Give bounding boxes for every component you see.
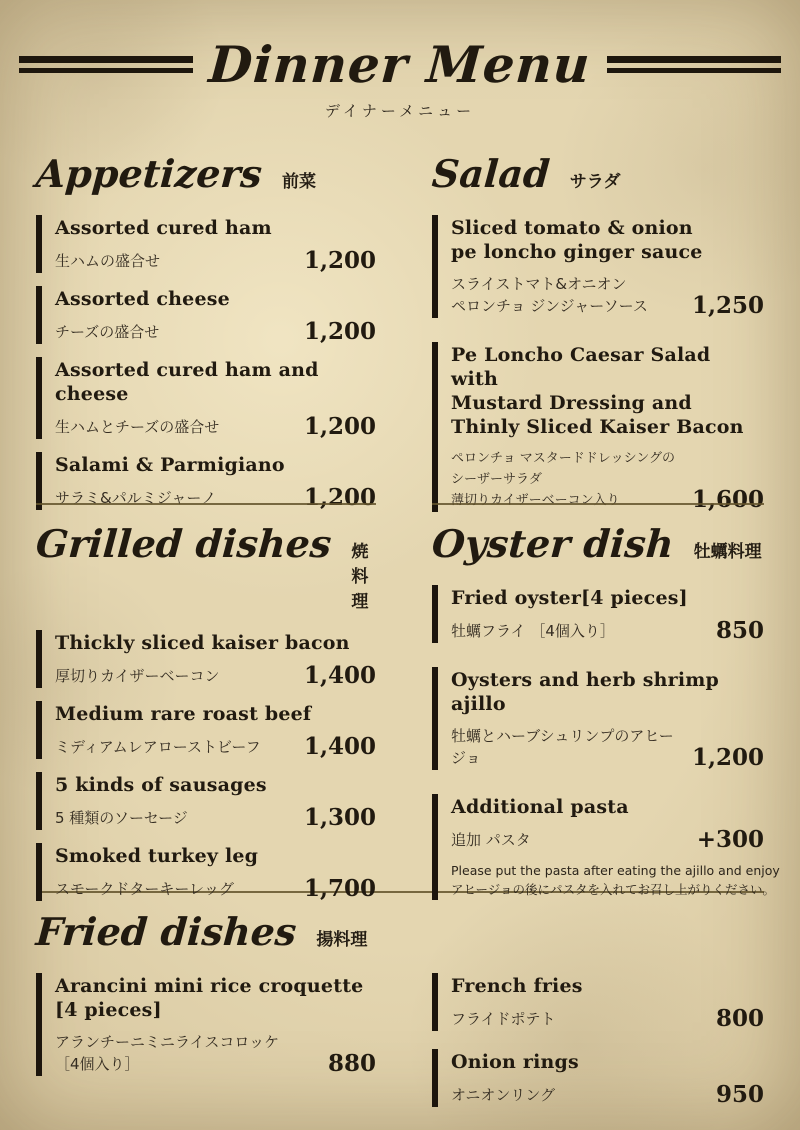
section-salad [432, 151, 764, 512]
menu-item [36, 843, 376, 901]
item-list [36, 630, 376, 901]
fried-right-column [432, 973, 764, 1107]
rule-line [607, 56, 781, 63]
item-name-en: Smoked turkey leg [55, 845, 259, 867]
section-title: Grilled dishes [34, 521, 333, 566]
item-price: 800 [715, 1004, 764, 1032]
item-price: 1,250 [691, 291, 764, 319]
menu-item [36, 357, 376, 439]
rule-line [607, 68, 781, 73]
item-name-jp: ペロンチョ マスタードドレッシングのシーザーサラダ 薄切りカイザーベーコン入り [451, 450, 676, 508]
item-name-jp: 牡蠣フライ ［4個入り］ [451, 621, 615, 640]
rule-line [19, 68, 193, 73]
item-price: 1,300 [303, 804, 376, 831]
item-name-en: Oysters and herb shrimp ajillo [451, 668, 720, 715]
section-title: Appetizers [34, 151, 264, 196]
menu-header [0, 0, 800, 121]
item-price: 1,200 [303, 317, 376, 345]
fried-left-column [36, 973, 376, 1107]
item-price: 1,200 [691, 743, 764, 771]
section-heading [36, 909, 764, 955]
item-price: 950 [715, 1080, 764, 1108]
menu-item [432, 342, 764, 512]
item-list [432, 585, 780, 900]
item-price: 880 [327, 1049, 376, 1077]
item-name-jp: 5 種類のソーセージ [55, 809, 188, 827]
item-name-en: Additional pasta [451, 795, 629, 818]
item-price: 1,200 [303, 412, 376, 440]
menu-item [36, 701, 376, 759]
section-title-jp: サラダ [569, 172, 621, 192]
item-name-en: Onion rings [451, 1050, 579, 1073]
menu-item [432, 1049, 764, 1107]
menu-item [36, 772, 376, 830]
item-price: 1,600 [691, 485, 764, 513]
section-title-jp: 焼料理 [351, 542, 369, 612]
section-heading [432, 151, 764, 197]
section-title-jp: 揚料理 [316, 930, 368, 950]
section-heading [36, 521, 376, 612]
item-name-en: 5 kinds of sausages [55, 774, 267, 796]
title-row [0, 32, 800, 96]
menu-row-mid [0, 503, 800, 902]
item-name-en: Assorted cured ham [55, 216, 272, 239]
menu-row-top [0, 151, 800, 513]
item-price: 1,700 [303, 875, 376, 902]
item-note: Please put the pasta after eating the ajillo and enjoy アヒージョの後にパスタを入れてお召し上がりください。 [451, 862, 780, 897]
section-divider [432, 503, 764, 505]
item-name-jp: 牡蠣とハーブシュリンプのアヒージョ [451, 726, 674, 767]
section-heading [36, 151, 376, 197]
item-price: 1,200 [303, 246, 376, 274]
section-title: Oyster dish [430, 521, 676, 566]
item-name-jp: 生ハムとチーズの盛合せ [55, 417, 220, 436]
menu-item [432, 973, 764, 1031]
item-price: 850 [715, 616, 764, 644]
item-name-en: Medium rare roast beef [55, 703, 312, 725]
item-price: 1,200 [303, 483, 376, 511]
menu-item [36, 973, 376, 1076]
item-name-jp: 厚切りカイザーベーコン [55, 667, 220, 685]
page-subtitle-jp: デイナーメニュー [324, 102, 476, 120]
menu-item [36, 630, 376, 688]
item-name-en: Assorted cheese [55, 287, 230, 310]
item-name-jp: アランチーニミニライスコロッケ ［4個入り］ [55, 1032, 280, 1073]
section-title: Fried dishes [34, 909, 298, 954]
item-name-en: Fried oyster[4 pieces] [451, 586, 688, 609]
item-name-jp: サラミ&パルミジャーノ [55, 488, 217, 507]
item-price: +300 [696, 825, 764, 853]
menu-item [36, 215, 376, 273]
menu-item [36, 452, 376, 510]
menu-item [36, 286, 376, 344]
section-appetizers [36, 151, 376, 512]
section-fried-dishes [0, 973, 800, 1107]
item-name-jp: フライドポテト [451, 1009, 556, 1028]
item-name-en: Thickly sliced kaiser bacon [55, 632, 350, 654]
section-divider [36, 503, 376, 505]
item-name-en: Sliced tomato & onion pe loncho ginger sauce [451, 216, 703, 263]
item-name-jp: 生ハムの盛合せ [55, 251, 161, 270]
rule-line [19, 56, 193, 63]
section-title-jp: 牡蠣料理 [693, 542, 762, 562]
item-name-en: Pe Loncho Caesar Salad with Mustard Dressing and Thinly Sliced Kaiser Bacon [451, 343, 744, 438]
menu-item [432, 667, 764, 770]
section-fried-dishes-heading [0, 893, 800, 955]
item-name-jp: チーズの盛合せ [55, 322, 160, 341]
item-name-jp: ミディアムレアローストビーフ [55, 738, 261, 756]
item-price: 1,400 [303, 733, 376, 760]
item-name-en: French fries [451, 974, 583, 997]
double-rule-left [19, 56, 193, 73]
menu-item [432, 794, 780, 900]
double-rule-right [607, 56, 781, 73]
section-heading [432, 521, 764, 567]
page-title: Dinner Menu [207, 34, 593, 94]
item-name-en: Assorted cured ham and cheese [55, 358, 319, 405]
item-name-jp: オニオンリング [451, 1085, 556, 1104]
item-price: 1,400 [303, 662, 376, 689]
item-name-en: Arancini mini rice croquette [4 pieces] [55, 974, 364, 1021]
item-name-jp: 追加 パスタ [451, 830, 531, 849]
section-oyster-dish [430, 503, 780, 901]
item-name-jp: スライストマト&オニオン ペロンチョ ジンジャーソース [451, 274, 648, 315]
item-list [432, 215, 764, 512]
item-list [36, 215, 376, 510]
section-grilled-dishes [36, 503, 376, 901]
menu-item [432, 585, 764, 643]
item-name-en: Salami & Parmigiano [55, 453, 285, 476]
section-title-jp: 前菜 [281, 172, 316, 192]
section-title: Salad [430, 151, 552, 196]
menu-item [432, 215, 764, 318]
item-name-jp: スモークドターキーレッグ [55, 880, 234, 898]
